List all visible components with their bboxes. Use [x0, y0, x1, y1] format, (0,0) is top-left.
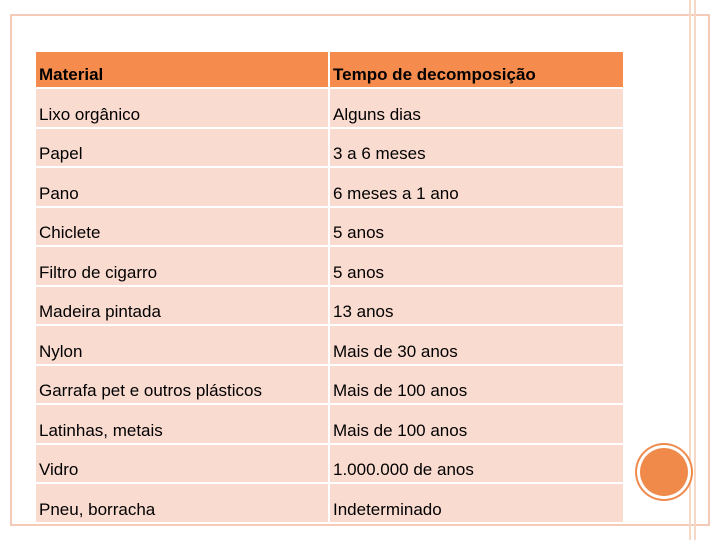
time-cell: Mais de 100 anos	[329, 404, 623, 444]
table-row	[36, 246, 623, 286]
material-cell: Nylon	[36, 325, 329, 365]
time-cell: 13 anos	[329, 286, 623, 326]
time-cell: 6 meses a 1 ano	[329, 167, 623, 207]
material-cell: Chiclete	[36, 207, 329, 247]
time-cell: Mais de 100 anos	[329, 365, 623, 405]
material-cell: Latinhas, metais	[36, 404, 329, 444]
table-row	[36, 207, 623, 247]
material-cell: Madeira pintada	[36, 286, 329, 326]
table-header-row	[36, 52, 623, 88]
table-row	[36, 444, 623, 484]
table-row	[36, 88, 623, 128]
header-decomposition-time: Tempo de decomposição	[329, 52, 623, 88]
table-row	[36, 404, 623, 444]
table-row	[36, 325, 623, 365]
time-cell: Indeterminado	[329, 483, 623, 522]
table-row	[36, 167, 623, 207]
time-cell: Mais de 30 anos	[329, 325, 623, 365]
header-material: Material	[36, 52, 329, 88]
material-cell: Papel	[36, 128, 329, 168]
material-cell: Lixo orgânico	[36, 88, 329, 128]
time-cell: Alguns dias	[329, 88, 623, 128]
table-row	[36, 365, 623, 405]
time-cell: 1.000.000 de anos	[329, 444, 623, 484]
material-cell: Garrafa pet e outros plásticos	[36, 365, 329, 405]
decomposition-table	[36, 52, 623, 522]
material-cell: Filtro de cigarro	[36, 246, 329, 286]
table-row	[36, 483, 623, 522]
material-cell: Pneu, borracha	[36, 483, 329, 522]
time-cell: 5 anos	[329, 207, 623, 247]
decorative-circle	[640, 448, 688, 496]
time-cell: 3 a 6 meses	[329, 128, 623, 168]
table-row	[36, 286, 623, 326]
decorative-line	[689, 0, 691, 540]
time-cell: 5 anos	[329, 246, 623, 286]
material-cell: Vidro	[36, 444, 329, 484]
material-cell: Pano	[36, 167, 329, 207]
table-row	[36, 128, 623, 168]
decorative-line	[694, 0, 696, 540]
